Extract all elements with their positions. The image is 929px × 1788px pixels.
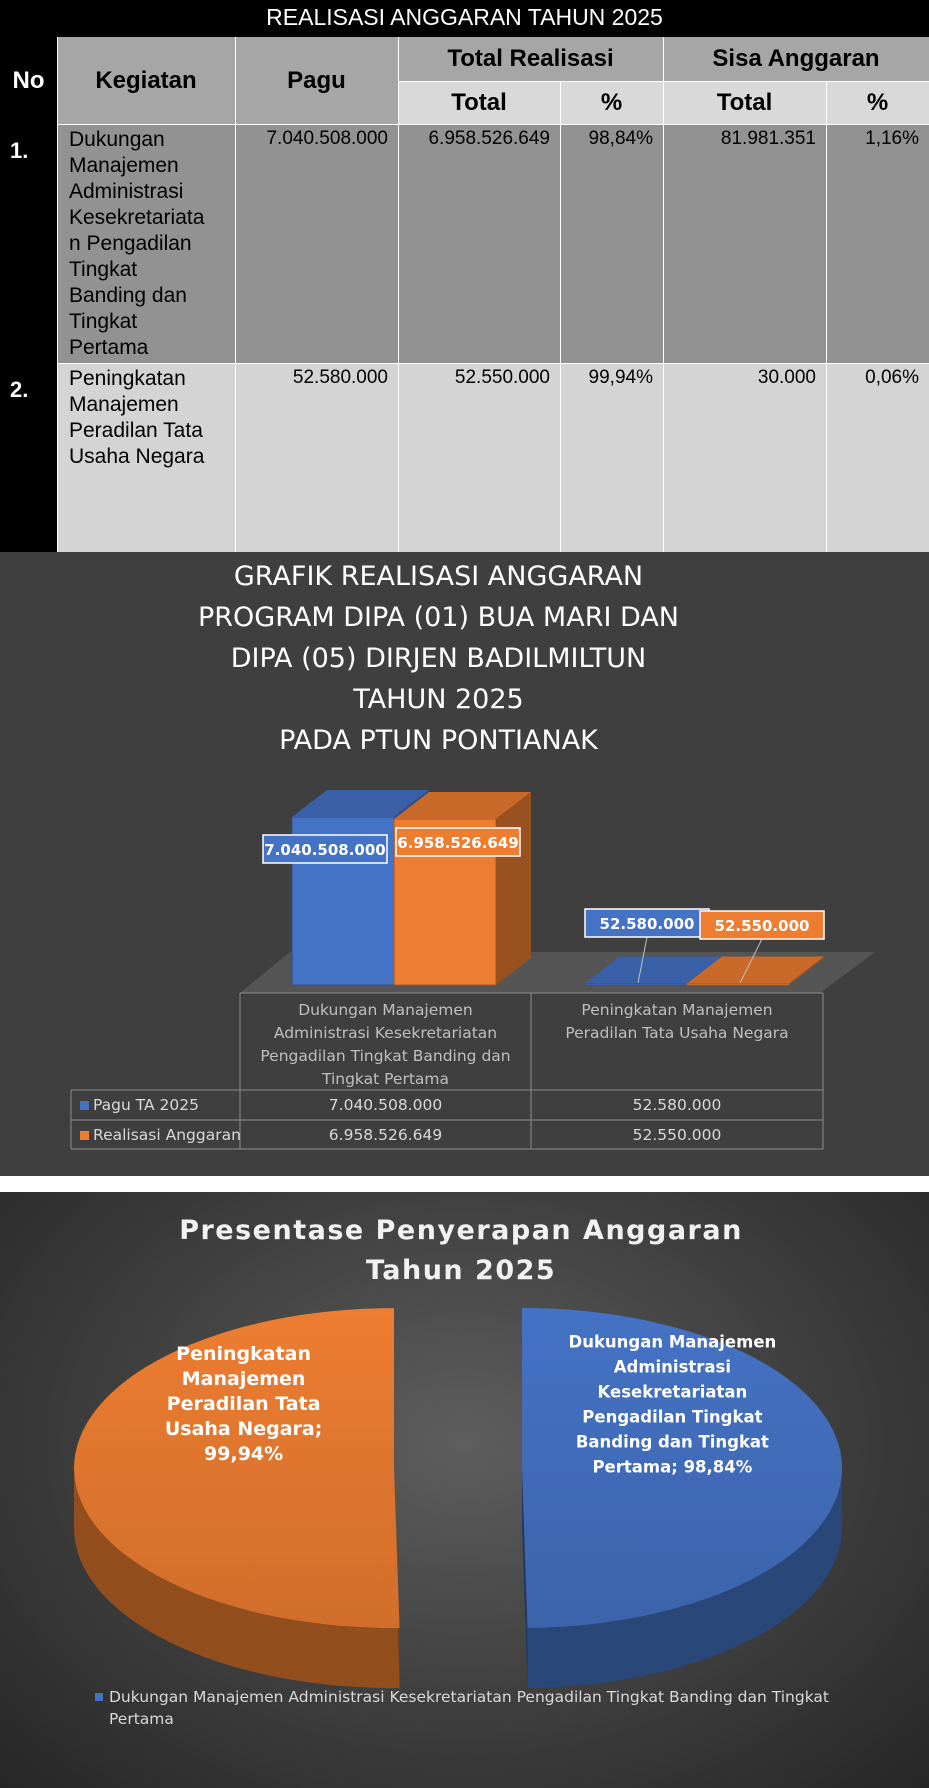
category-label: Peningkatan Manajemen: [581, 1001, 773, 1019]
bar-chart-panel: [0, 552, 929, 1176]
row1-kegiatan-line: Pertama: [69, 336, 149, 359]
bar-chart-title-line: GRAFIK REALISASI ANGGARAN: [233, 561, 644, 592]
row2-kegiatan: [57, 363, 235, 552]
grid-line: [235, 37, 236, 552]
pie-slice-label: Banding dan Tingkat: [575, 1432, 769, 1452]
header-total-realisasi: Total Realisasi: [398, 37, 663, 81]
grid-line: [57, 124, 929, 125]
grid-line: [57, 363, 929, 364]
row1-realisasi-pct: 98,84%: [560, 124, 663, 363]
bar-chart-title-line: PADA PTUN PONTIANAK: [279, 725, 598, 756]
legend-key: [80, 1101, 89, 1110]
category-label: Administrasi Kesekretariatan: [273, 1024, 498, 1042]
row1-no: 1.: [0, 124, 57, 363]
header-realisasi-total: Total: [398, 81, 560, 124]
row1-kegiatan-line: Banding dan: [69, 284, 187, 307]
row1-kegiatan-line: n Pengadilan: [69, 232, 192, 255]
row2-sisa-pct: 0,06%: [826, 363, 929, 552]
grid-line: [398, 37, 399, 552]
row2-realisasi-total: 52.550.000: [398, 363, 560, 552]
pie-slice-label: Pengadilan Tingkat: [582, 1407, 763, 1427]
table-title: REALISASI ANGGARAN TAHUN 2025: [0, 0, 929, 37]
bar-front: [687, 984, 789, 986]
legend-label: Pertama: [109, 1710, 174, 1728]
pie-slice-label: Pertama; 98,84%: [592, 1457, 753, 1477]
legend-key: [80, 1131, 89, 1140]
legend-label: Realisasi Anggaran: [93, 1126, 241, 1144]
grid-line: [57, 37, 58, 552]
category-label: Peradilan Tata Usaha Negara: [565, 1024, 789, 1042]
category-label: Tingkat Pertama: [321, 1070, 450, 1088]
bar-chart: [0, 552, 929, 1176]
grid-line: [398, 81, 929, 82]
pie-slice-label: Dukungan Manajemen: [568, 1332, 777, 1352]
pie-chart: [0, 1192, 929, 1788]
legend-label: Dukungan Manajemen Administrasi Kesekretariatan Pengadilan Tingkat Banding dan Tingkat: [109, 1688, 829, 1706]
pie-slice-label: Usaha Negara;: [164, 1418, 323, 1441]
table-value: 6.958.526.649: [328, 1126, 443, 1144]
grid-line: [663, 37, 664, 552]
header-sisa-anggaran: Sisa Anggaran: [663, 37, 929, 81]
category-label: Dukungan Manajemen: [298, 1001, 473, 1019]
header-kegiatan: Kegiatan: [57, 37, 235, 124]
bar-chart-title-line: PROGRAM DIPA (01) BUA MARI DAN: [198, 602, 679, 633]
row1-kegiatan-line: Tingkat: [69, 258, 138, 281]
pie-chart-title: Tahun 2025: [365, 1255, 557, 1286]
header-realisasi-pct: %: [560, 81, 663, 124]
row2-no: 2.: [0, 363, 57, 552]
row1-kegiatan-line: Tingkat: [69, 310, 138, 333]
row2-realisasi-pct: 99,94%: [560, 363, 663, 552]
legend-label: Pagu TA 2025: [93, 1096, 199, 1114]
data-label: 52.550.000: [714, 917, 810, 935]
table-value: 52.550.000: [632, 1126, 722, 1144]
row1-kegiatan-line: Administrasi: [69, 180, 184, 203]
row2-sisa-total: 30.000: [663, 363, 826, 552]
pie-slice-label: Peningkatan: [176, 1343, 312, 1366]
pie-slice-label: Peradilan Tata: [166, 1393, 321, 1416]
bar-chart-title-line: TAHUN 2025: [353, 684, 524, 715]
budget-table: [0, 0, 929, 552]
pie-slice-label: Administrasi: [613, 1357, 732, 1377]
data-label: 7.040.508.000: [264, 841, 386, 859]
data-label: 52.580.000: [599, 915, 695, 933]
grid-line: [560, 81, 561, 552]
row1-kegiatan-line: Kesekretariata: [69, 206, 205, 229]
row1-kegiatan-line: Dukungan: [69, 128, 165, 151]
row1-pagu: 7.040.508.000: [235, 124, 398, 363]
header-no: No: [0, 37, 57, 124]
pie-slice-label: 99,94%: [204, 1443, 284, 1466]
row2-kegiatan-line: Peningkatan: [69, 367, 186, 390]
legend-key: [95, 1693, 103, 1701]
header-pagu: Pagu: [235, 37, 398, 124]
row2-pagu: 52.580.000: [235, 363, 398, 552]
grid-line: [826, 81, 827, 552]
header-sisa-total: Total: [663, 81, 826, 124]
table-value: 7.040.508.000: [328, 1096, 443, 1114]
row1-realisasi-total: 6.958.526.649: [398, 124, 560, 363]
row1-sisa-total: 81.981.351: [663, 124, 826, 363]
row2-kegiatan-line: Manajemen: [69, 393, 179, 416]
pie-chart-panel: [0, 1192, 929, 1788]
row2-kegiatan-line: Peradilan Tata: [69, 419, 203, 442]
pie-chart-title: Presentase Penyerapan Anggaran: [179, 1215, 743, 1246]
row1-kegiatan-line: Manajemen: [69, 154, 179, 177]
data-label: 6.958.526.649: [397, 834, 519, 852]
pie-slice-label: Manajemen: [181, 1368, 306, 1391]
row1-sisa-pct: 1,16%: [826, 124, 929, 363]
bar-realisasi-1: [394, 792, 531, 985]
bar-chart-title-line: DIPA (05) DIRJEN BADILMILTUN: [230, 643, 647, 674]
bar-front: [585, 984, 687, 986]
header-sisa-pct: %: [826, 81, 929, 124]
table-value: 52.580.000: [632, 1096, 722, 1114]
pie-slice-label: Kesekretariatan: [597, 1382, 748, 1402]
bar-side: [496, 792, 531, 985]
category-label: Pengadilan Tingkat Banding dan: [260, 1047, 511, 1065]
row2-kegiatan-line: Usaha Negara: [69, 445, 205, 468]
row1-kegiatan: [57, 124, 235, 363]
